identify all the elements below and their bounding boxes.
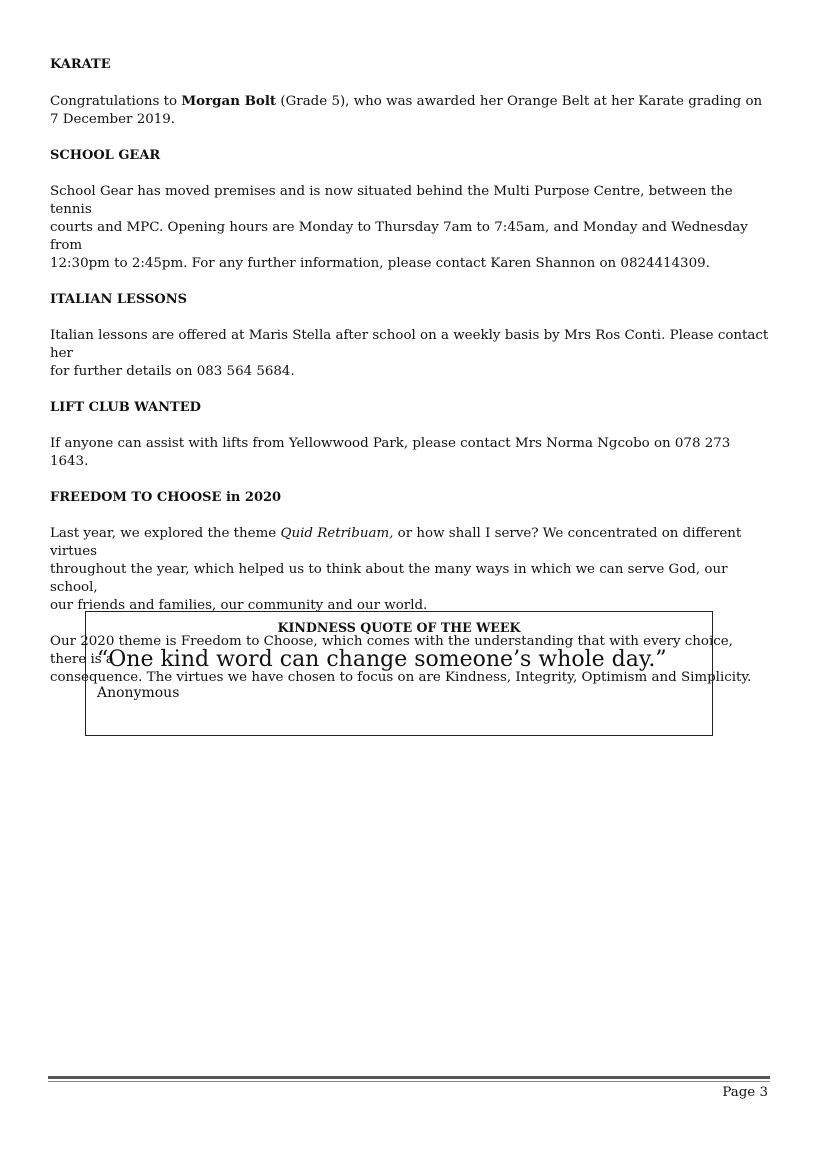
- freedom-p1-line3: our friends and families, our community and our world.: [50, 598, 428, 613]
- italian-paragraph: [50, 327, 770, 381]
- karate-text-pre: Congratulations to: [50, 94, 182, 109]
- school-gear-line3: 12:30pm to 2:45pm. For any further information, please contact Karen Shannon on 0824414309.: [50, 256, 710, 271]
- freedom-paragraph-1: [50, 525, 770, 615]
- karate-text-line2: 7 December 2019.: [50, 112, 176, 127]
- freedom-heading: FREEDOM TO CHOOSE in 2020: [50, 490, 282, 505]
- karate-student-name: Morgan Bolt: [181, 93, 277, 109]
- page-number: Page 3: [722, 1085, 768, 1100]
- freedom-p2-line2: consequence. The virtues we have chosen to focus on are Kindness, Integrity, Optimism and Simplicity.: [50, 670, 752, 685]
- school-gear-line2: courts and MPC. Opening hours are Monday to Thursday 7am to 7:45am, and Monday and Wednesday from: [50, 220, 748, 253]
- school-gear-paragraph: [50, 183, 770, 273]
- lift-club-heading: LIFT CLUB WANTED: [50, 400, 201, 415]
- quote-text: “One kind word can change someone’s whole day.”: [97, 647, 667, 672]
- footer-divider-thick: [48, 1076, 770, 1079]
- karate-heading: KARATE: [50, 57, 111, 72]
- italian-heading: ITALIAN LESSONS: [50, 292, 187, 307]
- karate-text-post: (Grade 5), who was awarded her Orange Belt at her Karate grading on: [276, 94, 763, 109]
- footer-divider-thin: [48, 1081, 770, 1082]
- freedom-p1-line2: throughout the year, which helped us to think about the many ways in which we can serve God, our school,: [50, 562, 728, 595]
- freedom-p1-post: or how shall I serve? We concentrated on different virtues: [50, 526, 742, 559]
- freedom-theme-title: Quid Retribuam,: [280, 526, 394, 541]
- newsletter-page: [50, 56, 770, 687]
- freedom-p2-line1: Our 2020 theme is Freedom to Choose, which comes with the understanding that with every choice, there is a: [50, 634, 733, 667]
- quote-box-title: KINDNESS QUOTE OF THE WEEK: [277, 620, 521, 635]
- lift-club-paragraph: If anyone can assist with lifts from Yellowwood Park, please contact Mrs Norma Ngcobo on 078 273 1643.: [50, 436, 731, 469]
- karate-paragraph: [50, 92, 770, 129]
- freedom-p1-pre: Last year, we explored the theme: [50, 526, 281, 541]
- school-gear-line1: School Gear has moved premises and is now situated behind the Multi Purpose Centre, between the tennis: [50, 184, 733, 217]
- quote-author: Anonymous: [97, 685, 180, 701]
- italian-line1: Italian lessons are offered at Maris Stella after school on a weekly basis by Mrs Ros Conti. Please contact her: [50, 328, 769, 361]
- school-gear-heading: SCHOOL GEAR: [50, 148, 161, 163]
- quote-of-the-week-box: [85, 611, 713, 736]
- italian-line2: for further details on 083 564 5684.: [50, 364, 295, 379]
